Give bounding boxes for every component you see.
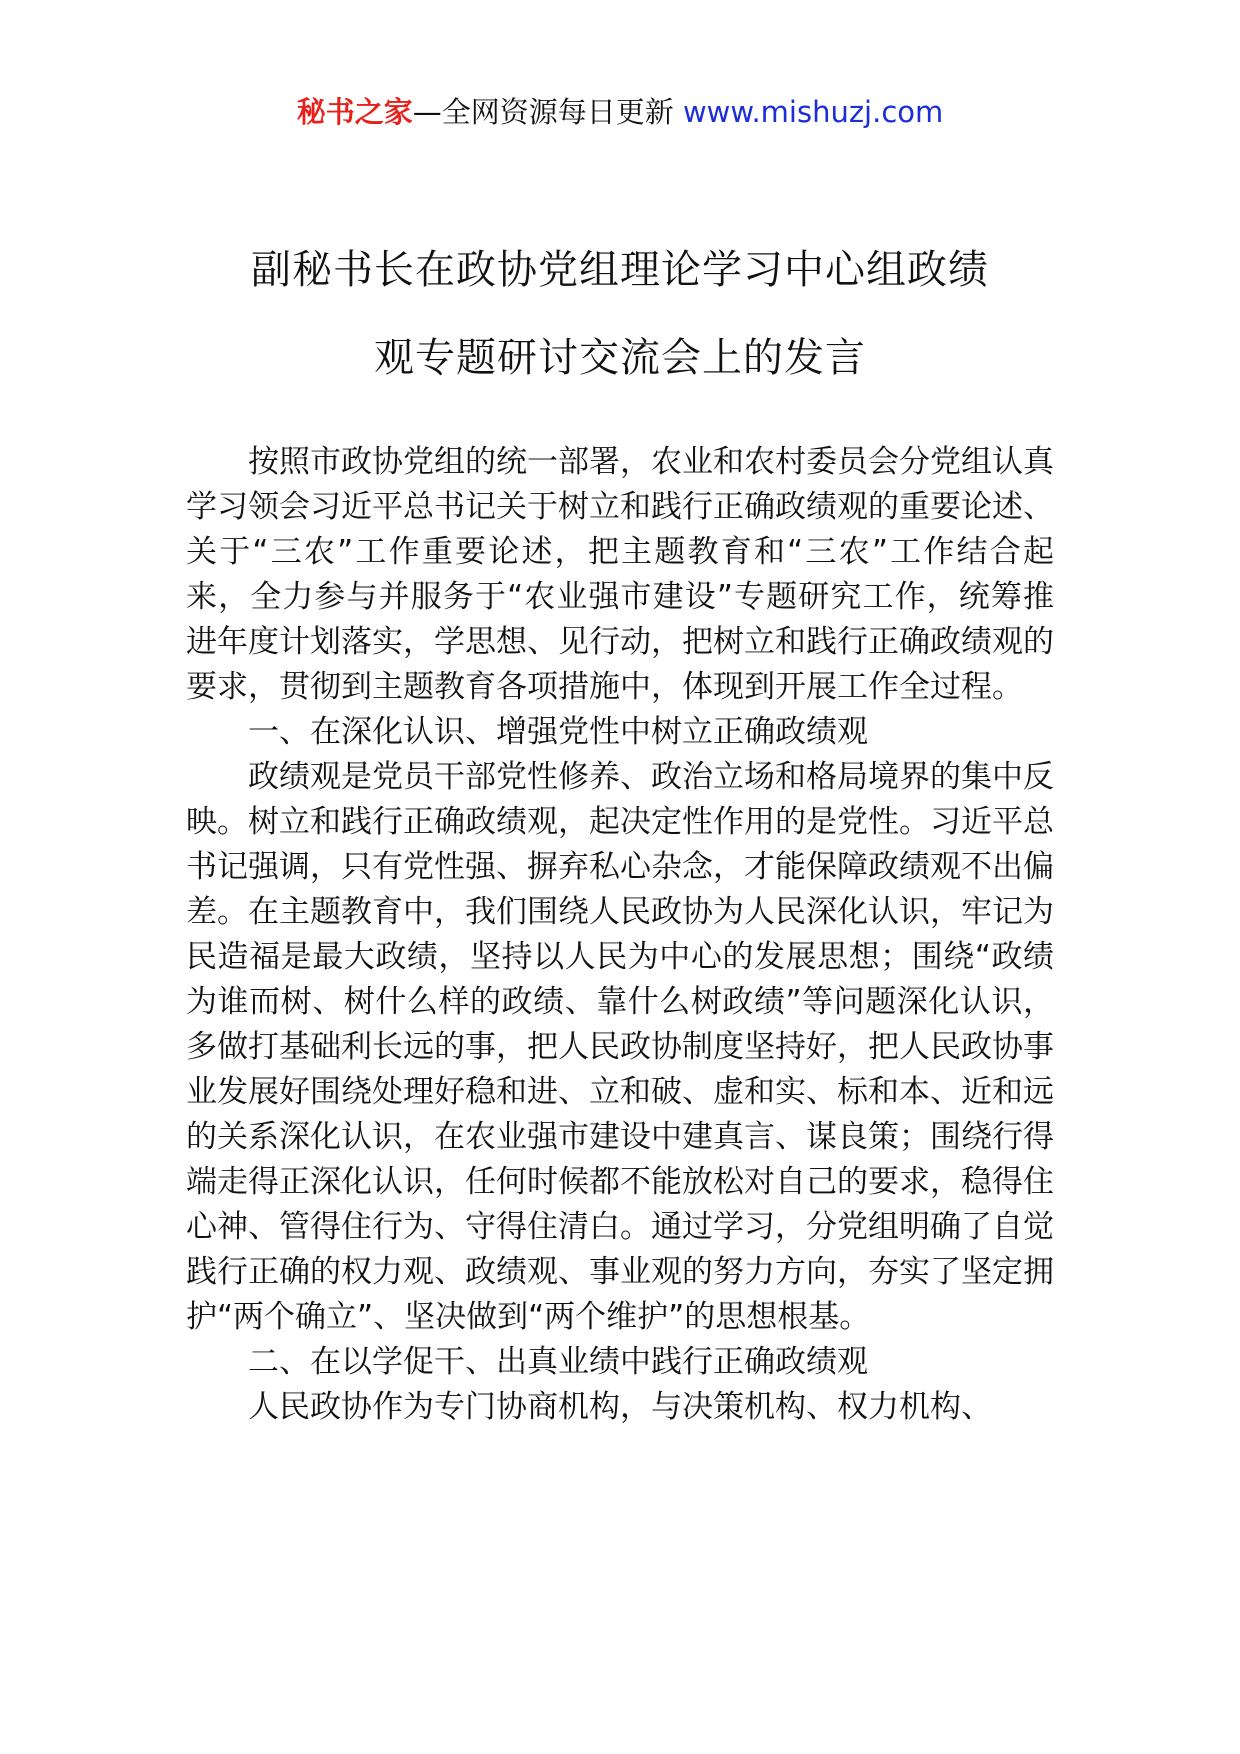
section-1-heading: 一、在深化认识、增强党性中树立正确政绩观: [248, 714, 868, 750]
section-2-heading: 二、在以学促干、出真业绩中践行正确政绩观: [248, 1344, 868, 1380]
intro-paragraph: 按照市政协党组的统一部署，农业和农村委员会分党组认真学习领会习近平总书记关于树立和践行正确政绩观的重要论述、关于“三农”工作重要论述，把主题教育和“三农”工作结合起来，全力参与并服务于“农业强市建设”专题研究工作，统筹推进年度计划落实，学思想、见行动，把树立和践行正确政绩观的要求，贯彻到主题教育各项措施中，体现到开展工作全过程。: [186, 444, 1054, 705]
document-title: [0, 226, 1240, 402]
title-line-2: 观专题研讨交流会上的发言: [374, 335, 866, 381]
section-2-paragraph: 人民政协作为专门协商机构，与决策机构、权力机构、: [248, 1389, 992, 1425]
title-line-1: 副秘书长在政协党组理论学习中心组政绩: [251, 247, 989, 293]
header-tagline: —全网资源每日更新: [412, 95, 674, 129]
section-1-paragraph: 政绩观是党员干部党性修养、政治立场和格局境界的集中反映。树立和践行正确政绩观，起决定性作用的是党性。习近平总书记强调，只有党性强、摒弃私心杂念，才能保障政绩观不出偏差。在主题教育中，我们围绕人民政协为人民深化认识，牢记为民造福是最大政绩，坚持以人民为中心的发展思想；围绕“政绩为谁而树、树什么样的政绩、靠什么树政绩”等问题深化认识，多做打基础利长远的事，把人民政协制度坚持好，把人民政协事业发展好围绕处理好稳和进、立和破、虚和实、标和本、近和远的关系深化认识，在农业强市建设中建真言、谋良策；围绕行得端走得正深化认识，任何时候都不能放松对自己的要求，稳得住心神、管得住行为、守得住清白。通过学习，分党组明确了自觉践行正确的权力观、政绩观、事业观的努力方向，夯实了坚定拥护“两个确立”、坚决做到“两个维护”的思想根基。: [186, 759, 1054, 1335]
brand-name: 秘书之家: [296, 95, 413, 129]
document-body: [186, 440, 1054, 1430]
site-header: [0, 92, 1240, 132]
site-url-link[interactable]: www.mishuzj.com: [682, 95, 944, 129]
